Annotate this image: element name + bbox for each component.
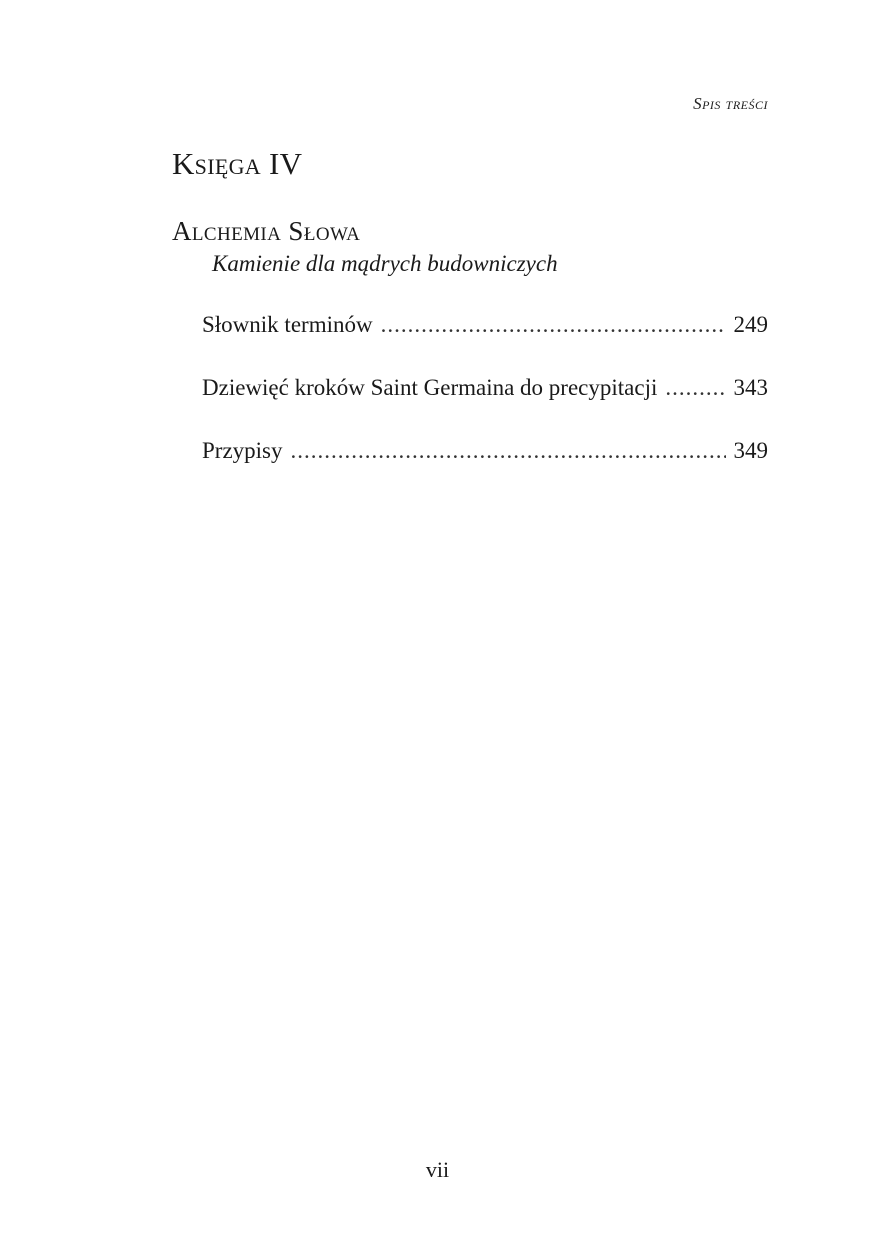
running-header: Spis treści xyxy=(693,94,768,113)
toc-entry-page: 349 xyxy=(733,438,768,463)
toc-entry-label: Przypisy xyxy=(202,438,283,463)
book-title: Księga IV xyxy=(172,146,303,181)
dot-leader xyxy=(381,312,726,338)
toc-entry-page: 343 xyxy=(733,375,768,400)
toc-entry-glossary[interactable] xyxy=(202,312,768,375)
toc-entry-nine-steps[interactable] xyxy=(202,375,768,438)
toc-entry-page: 249 xyxy=(733,312,768,337)
part-subtitle: Kamienie dla mądrych budowniczych xyxy=(212,251,558,276)
toc-entry-notes[interactable] xyxy=(202,438,768,501)
dot-leader xyxy=(665,375,725,401)
table-of-contents xyxy=(202,312,768,501)
toc-entry-label: Dziewięć kroków Saint Germaina do precypitacji xyxy=(202,375,658,400)
page-number: vii xyxy=(425,1157,450,1182)
toc-entry-label: Słownik terminów xyxy=(202,312,373,337)
part-title: Alchemia Słowa xyxy=(172,216,361,246)
dot-leader xyxy=(291,438,726,464)
